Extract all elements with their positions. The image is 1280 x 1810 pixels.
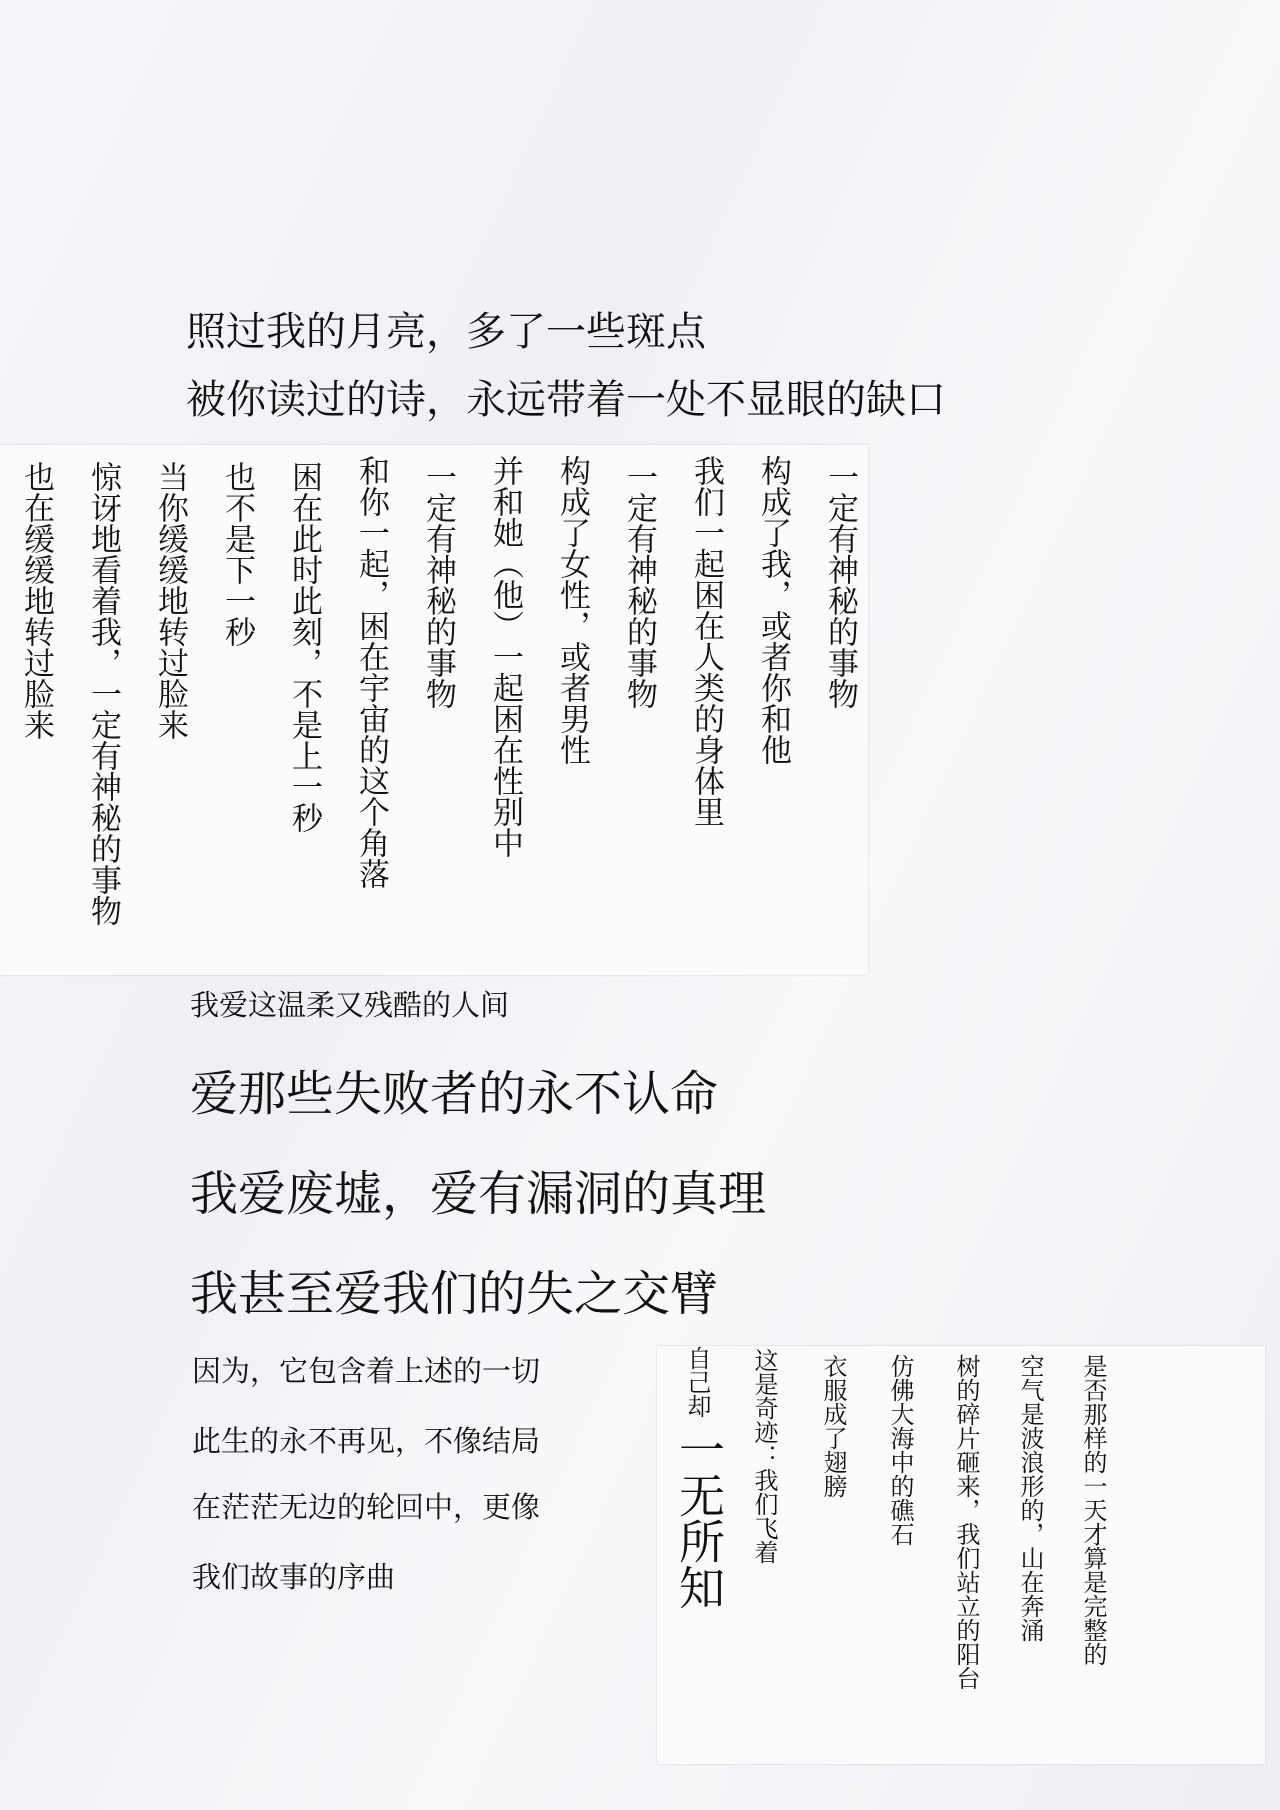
vertical-poem-clipping-2 <box>657 1346 1265 1764</box>
poem-column: 仿佛大海中的礁石 <box>886 1354 914 1546</box>
big-line-1: 爱那些失败者的永不认命 <box>190 1066 719 1122</box>
small-line: 我爱这温柔又残酷的人间 <box>190 988 510 1022</box>
poem-column: 构成了我，或者你和他 <box>755 455 791 765</box>
poem-column: 和你一起，困在宇宙的这个角落 <box>353 455 389 889</box>
poem-column: 是否那样的一天才算是完整的 <box>1079 1354 1107 1666</box>
last-column-big: 一无所知 <box>672 1426 726 1610</box>
poem-column: 一定有神秘的事物 <box>822 461 858 709</box>
poem-column: 一定有神秘的事物 <box>621 461 657 709</box>
poem-column: 困在此时此刻，不是上一秒 <box>286 461 322 833</box>
poem-column: 树的碎片砸来，我们站立的阳台 <box>952 1354 980 1690</box>
bottom-line-3: 在茫茫无边的轮回中，更像 <box>192 1490 541 1524</box>
poem-column: 也不是下一秒 <box>219 461 255 647</box>
poem-column: 惊讶地看着我，一定有神秘的事物 <box>85 461 121 926</box>
vertical-poem-clipping-1 <box>0 445 868 975</box>
poem-column: 也在缓缓地转过脸来 <box>18 461 54 740</box>
last-column-small: 自己却 <box>683 1346 711 1418</box>
poem-column: 当你缓缓地转过脸来 <box>152 461 188 740</box>
poem-column: 衣服成了翅膀 <box>819 1354 847 1498</box>
top-line-1: 照过我的月亮，多了一些斑点 <box>186 309 706 355</box>
poem-column: 这是奇迹：我们飞着 <box>750 1348 778 1564</box>
poem-column: 并和她（他）一起困在性别中 <box>487 455 523 858</box>
bottom-line-1: 因为，它包含着上述的一切 <box>192 1354 541 1388</box>
poem-column: 构成了女性，或者男性 <box>554 455 590 765</box>
bottom-line-4: 我们故事的序曲 <box>192 1560 396 1594</box>
poem-column: 一定有神秘的事物 <box>420 461 456 709</box>
top-line-2: 被你读过的诗，永远带着一处不显眼的缺口 <box>186 377 946 423</box>
bottom-line-2: 此生的永不再见，不像结局 <box>192 1424 541 1458</box>
poem-column: 我们一起困在人类的身体里 <box>688 455 724 827</box>
poem-column: 空气是波浪形的，山在奔涌 <box>1016 1354 1044 1642</box>
big-line-2: 我爱废墟，爱有漏洞的真理 <box>190 1166 767 1222</box>
big-line-3: 我甚至爱我们的失之交臂 <box>190 1266 719 1322</box>
